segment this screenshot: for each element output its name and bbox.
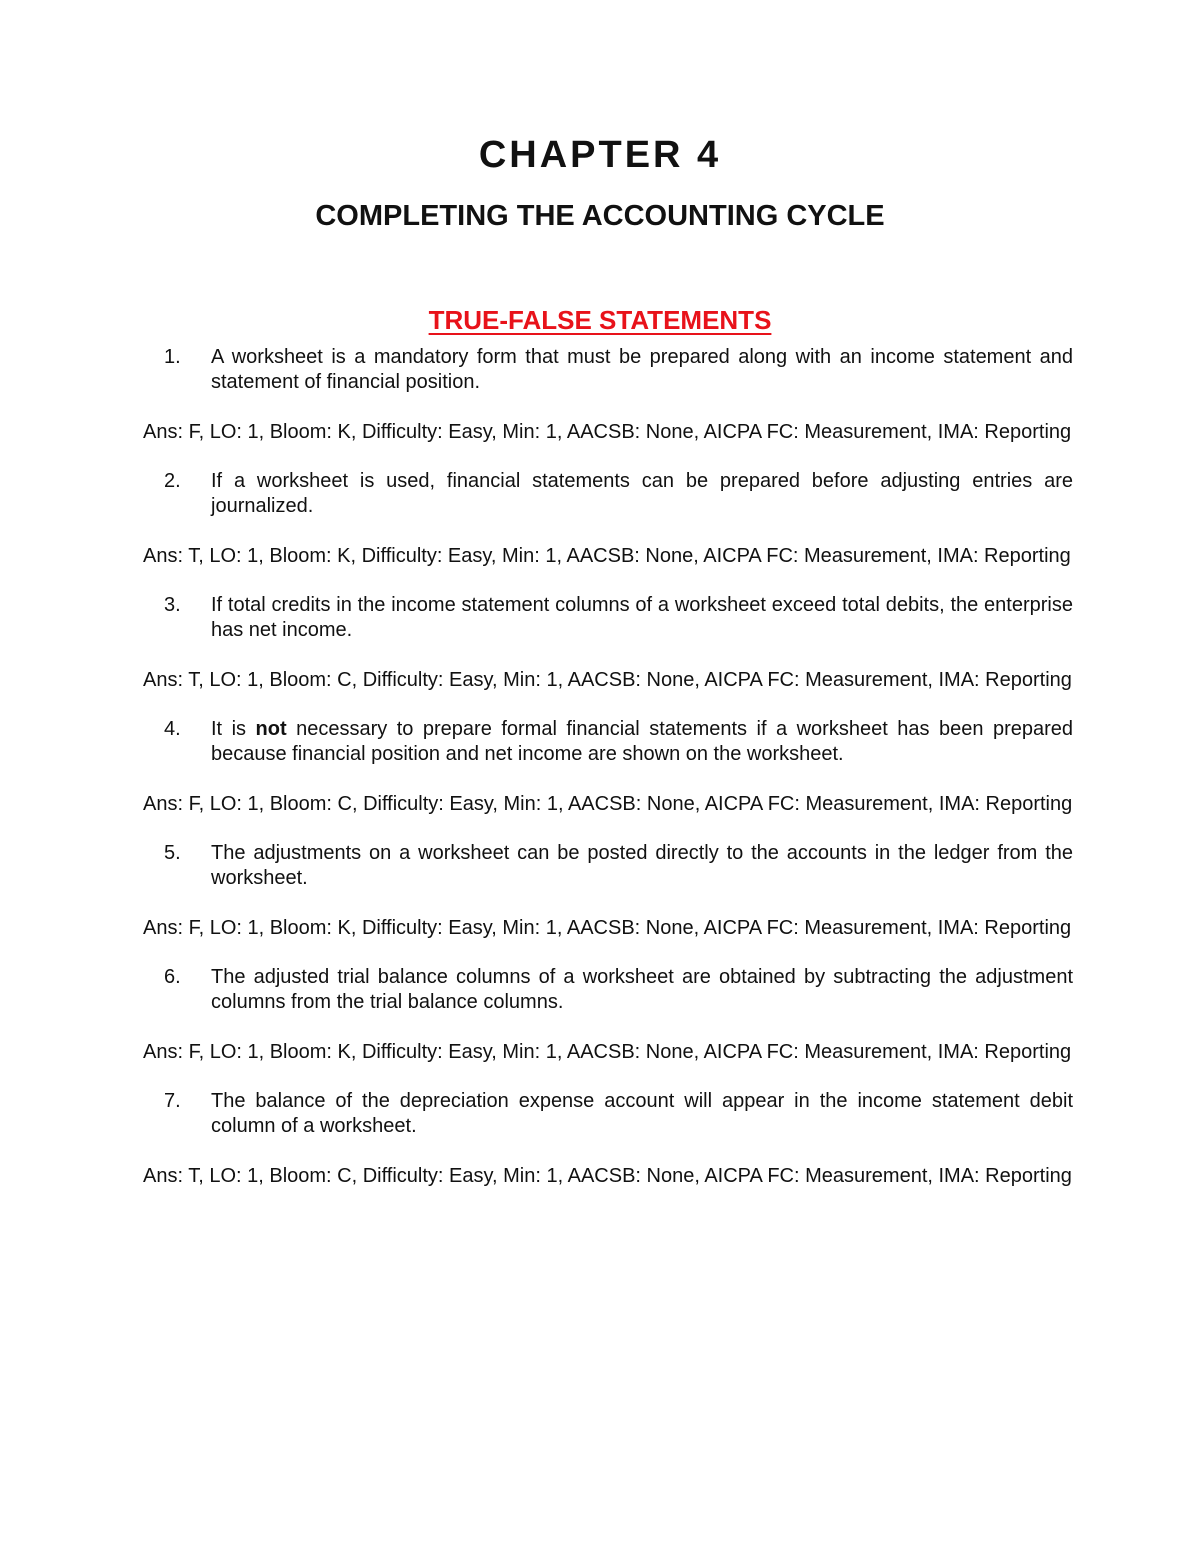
question-statement: [0, 345, 1073, 395]
question-number: 4.: [164, 718, 181, 740]
question-number: 1.: [164, 346, 181, 368]
question-item: [0, 593, 1200, 693]
section-heading: [0, 303, 1200, 337]
question-answer: Ans: F, LO: 1, Bloom: K, Difficulty: Easy, Min: 1, AACSB: None, AICPA FC: Measurement, IMA: Reporting: [143, 421, 1072, 443]
chapter-subtitle: COMPLETING THE ACCOUNTING CYCLE: [315, 200, 885, 232]
question-answer: Ans: T, LO: 1, Bloom: C, Difficulty: Easy, Min: 1, AACSB: None, AICPA FC: Measurement, IMA: Reporting: [143, 669, 1072, 691]
question-item: [0, 345, 1200, 445]
question-text: The balance of the depreciation expense account will appear in the income statement debit column of a worksheet.: [211, 1090, 1073, 1137]
question-list: [0, 345, 1200, 1189]
question-text: A worksheet is a mandatory form that must be prepared along with an income statement and statement of financial position.: [211, 346, 1073, 393]
question-statement: [0, 1089, 1073, 1139]
question-answer: Ans: T, LO: 1, Bloom: K, Difficulty: Easy, Min: 1, AACSB: None, AICPA FC: Measurement, IMA: Reporting: [143, 545, 1071, 567]
question-text-emphasis: not: [255, 718, 287, 740]
question-answer: Ans: F, LO: 1, Bloom: C, Difficulty: Easy, Min: 1, AACSB: None, AICPA FC: Measurement, IMA: Reporting: [143, 793, 1073, 815]
question-number: 3.: [164, 594, 181, 616]
question-statement: [0, 593, 1073, 643]
question-text-before: It is: [211, 718, 256, 740]
question-statement: [0, 841, 1073, 891]
question-item: [0, 841, 1200, 941]
question-item: [0, 1089, 1200, 1189]
question-text-after: necessary to prepare formal financial statements if a worksheet has been prepared because financial position and net income are shown on the worksheet.: [211, 718, 1074, 765]
question-text: If total credits in the income statement columns of a worksheet exceed total debits, the enterprise has net income.: [211, 594, 1073, 641]
question-text: The adjustments on a worksheet can be posted directly to the accounts in the ledger from the worksheet.: [211, 842, 1073, 889]
question-number: 6.: [164, 966, 181, 988]
question-number: 2.: [164, 470, 181, 492]
question-text: If a worksheet is used, financial statements can be prepared before adjusting entries are journalized.: [211, 470, 1073, 517]
question-number: 5.: [164, 842, 181, 864]
question-statement: [0, 717, 1073, 767]
question-number: 7.: [164, 1090, 181, 1112]
question-statement: [0, 965, 1073, 1015]
question-answer: Ans: F, LO: 1, Bloom: K, Difficulty: Easy, Min: 1, AACSB: None, AICPA FC: Measurement, IMA: Reporting: [143, 1041, 1072, 1063]
question-text: The adjusted trial balance columns of a worksheet are obtained by subtracting the adjustment columns from the trial balance columns.: [211, 966, 1073, 1013]
question-item: [0, 717, 1200, 817]
question-item: [0, 965, 1200, 1065]
question-statement: [0, 469, 1073, 519]
question-answer: Ans: F, LO: 1, Bloom: K, Difficulty: Easy, Min: 1, AACSB: None, AICPA FC: Measurement, IMA: Reporting: [143, 917, 1072, 939]
question-item: [0, 469, 1200, 569]
question-answer: Ans: T, LO: 1, Bloom: C, Difficulty: Easy, Min: 1, AACSB: None, AICPA FC: Measurement, IMA: Reporting: [143, 1165, 1072, 1187]
section-heading-text: TRUE-FALSE STATEMENTS: [428, 305, 772, 335]
chapter-title: CHAPTER 4: [478, 134, 722, 176]
